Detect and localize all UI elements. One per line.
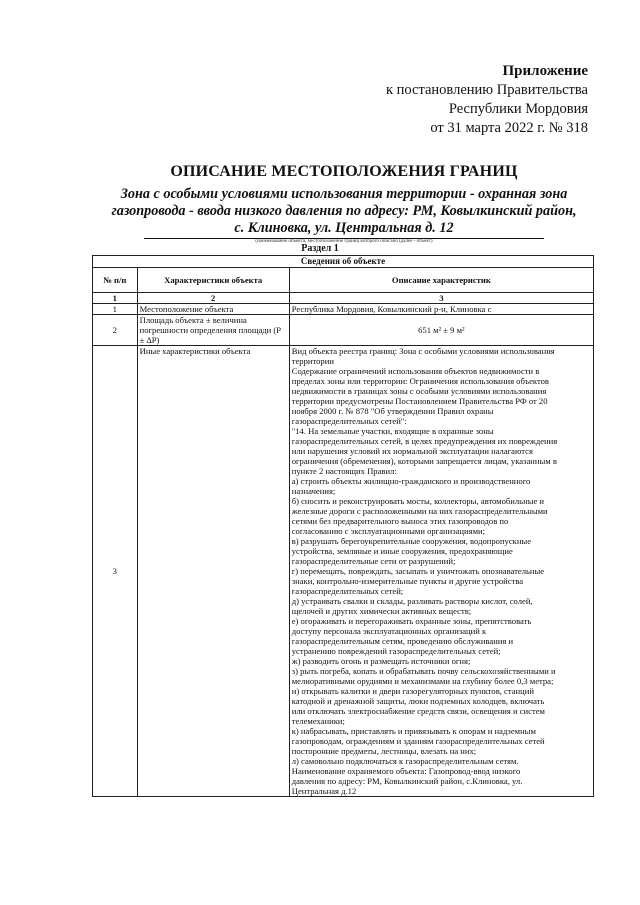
description-line: д) устраивать свалки и склады, разливать растворы кислот, солей, [291, 596, 533, 606]
description-line: л) самовольно подключаться к газораспределительным сетям. [291, 756, 519, 766]
description-line: Наименование охраняемого объекта: Газопровод-ввод низкого [291, 766, 521, 776]
table-row [93, 346, 594, 797]
description-line: доступу персонала эксплуатационных организаций к [291, 626, 487, 636]
description-line: или отключать электроснабжение средств связи, освещения и систем [291, 706, 545, 716]
appendix-title: Приложение [502, 63, 588, 79]
description-line: и) открывать калитки и двери газорегуляторных пунктов, станций [291, 686, 534, 696]
description-line: е) огораживать и перегораживать охранные зоны, препятствовать [291, 616, 532, 626]
description-line: пункте 2 настоящих Правил: [291, 466, 397, 476]
header-description: Описание характеристик [289, 268, 593, 293]
description-line: посторонние предметы, лестницы, влезать на них; [291, 746, 477, 756]
column-number: 1 [93, 293, 138, 304]
table-row [93, 304, 594, 315]
description-line: газораспределительные сети от разрушений; [291, 556, 456, 566]
description-line: согласованию с эксплуатационными организациями; [291, 526, 486, 536]
object-name-line: Зона с особыми условиями использования территории - охранная зона [120, 186, 568, 202]
appendix-line: Республики Мордовия [448, 101, 588, 117]
appendix-line: к постановлению Правительства [386, 82, 588, 98]
description-line: к) набрасывать, приставлять и привязывать к опорам и надземным [291, 726, 536, 736]
description-line: назначения; [291, 486, 336, 496]
document-heading [96, 163, 592, 245]
object-name-line: газопровода - ввода низкого давления по адресу: РМ, Ковылкинский район, [111, 203, 577, 219]
row-number: 1 [93, 304, 138, 315]
appendix-line: от 31 марта 2022 г. № 318 [430, 120, 588, 136]
object-name-note: (наименование объекта, местоположение границ которого описано (далее - объект) [255, 239, 433, 244]
table-row [93, 315, 594, 346]
description-line: устранению повреждений газораспределительных сетей; [291, 646, 501, 656]
column-number: 3 [289, 293, 593, 304]
description-line: пределах зоны или территории: Ограничения использования объектов [291, 376, 549, 386]
row-number: 2 [93, 315, 138, 346]
description-line: газораспределительным сетям, проведению обслуживания и [291, 636, 514, 646]
description-line: территории предусмотрены Постановлением Правительства РФ от 20 [291, 396, 548, 406]
row-description [289, 346, 593, 797]
description-line: ноября 2000 г. № 878 "Об утверждении Правил охраны [291, 406, 494, 416]
table-caption: Сведения об объекте [93, 256, 594, 268]
description-line: телемеханики; [291, 716, 345, 726]
description-line: г) перемещать, повреждать, засыпать и уничтожать опознавательные [291, 566, 545, 576]
section-title: Раздел 1 [301, 243, 339, 254]
description-line: железные дороги с расположенными на них газораспределительными [291, 506, 548, 516]
description-line: давления по адресу: РМ, Ковылкинский район, с.Клиновка, ул. [291, 776, 523, 786]
header-characteristic: Характеристики объекта [137, 268, 289, 293]
row-characteristic: Площадь объекта ± величина погрешности определения площади (P ± ∆P) [137, 315, 289, 346]
object-info-table [92, 255, 594, 797]
description-line: знаки, контрольно-измерительные пункты и другие устройства [291, 576, 524, 586]
description-line: ж) разводить огонь и размещать источники огня; [291, 656, 471, 666]
description-line: недвижимости в границах зоны с особыми условиями использования [291, 386, 547, 396]
description-line: мелиоративными орудиями и механизмами на глубину более 0,3 метра; [291, 676, 554, 686]
description-line: Вид объекта реестра границ: Зона с особыми условиями использования [291, 346, 555, 356]
row-description: Республика Мордовия, Ковылкинский р-н, Клиновка с [289, 304, 593, 315]
object-name-line: с. Клиновка, ул. Центральная д. 12 [234, 220, 454, 236]
description-line: в) разрушать берегоукрепительные сооружения, водопропускные [291, 536, 532, 546]
description-line: "14. На земельные участки, входящие в охранные зоны [291, 426, 494, 436]
description-line: газораспределительных сетей, в целях предупреждения их повреждения [291, 436, 558, 446]
description-line: сетями без предварительного выноса этих газопроводов по [291, 516, 509, 526]
description-line: катодной и дренажной защиты, люки подземных колодцев, включать [291, 696, 545, 706]
column-number: 2 [137, 293, 289, 304]
row-number: 3 [93, 346, 138, 797]
description-line: газораспределительных сетей; [291, 586, 404, 596]
description-line: Содержание ограничений использования объектов недвижимости в [291, 366, 540, 376]
description-line: газопроводам, ограждениям и зданиям газораспределительных сетей [291, 736, 545, 746]
description-line: б) сносить и реконструировать мосты, коллекторы, автомобильные и [291, 496, 545, 506]
description-line: з) рыть погреба, копать и обрабатывать почву сельскохозяйственными и [291, 666, 556, 676]
description-line: Центральная д.12 [291, 786, 357, 796]
object-name [96, 186, 592, 237]
description-line: территории [291, 356, 334, 366]
header-number: № п/п [93, 268, 138, 293]
row-characteristic: Местоположение объекта [137, 304, 289, 315]
row-characteristic: Иные характеристики объекта [137, 346, 289, 797]
appendix-block [328, 62, 588, 138]
description-line: а) строить объекты жилищно-гражданского и производственного [291, 476, 531, 486]
row-description: 651 м² ± 9 м² [289, 315, 593, 346]
description-line: или нарушения условий их нормальной эксплуатации налагаются [291, 446, 533, 456]
document-title: ОПИСАНИЕ МЕСТОПОЛОЖЕНИЯ ГРАНИЦ [170, 163, 518, 180]
description-line: устройства, земляные и иные сооружения, предохраняющие [291, 546, 513, 556]
description-line: газораспределительных сетей": [291, 416, 407, 426]
description-line: щелочей и других химически активных веществ; [291, 606, 472, 616]
description-line: ограничения (обременения), которыми запрещается лицам, указанным в [291, 456, 557, 466]
